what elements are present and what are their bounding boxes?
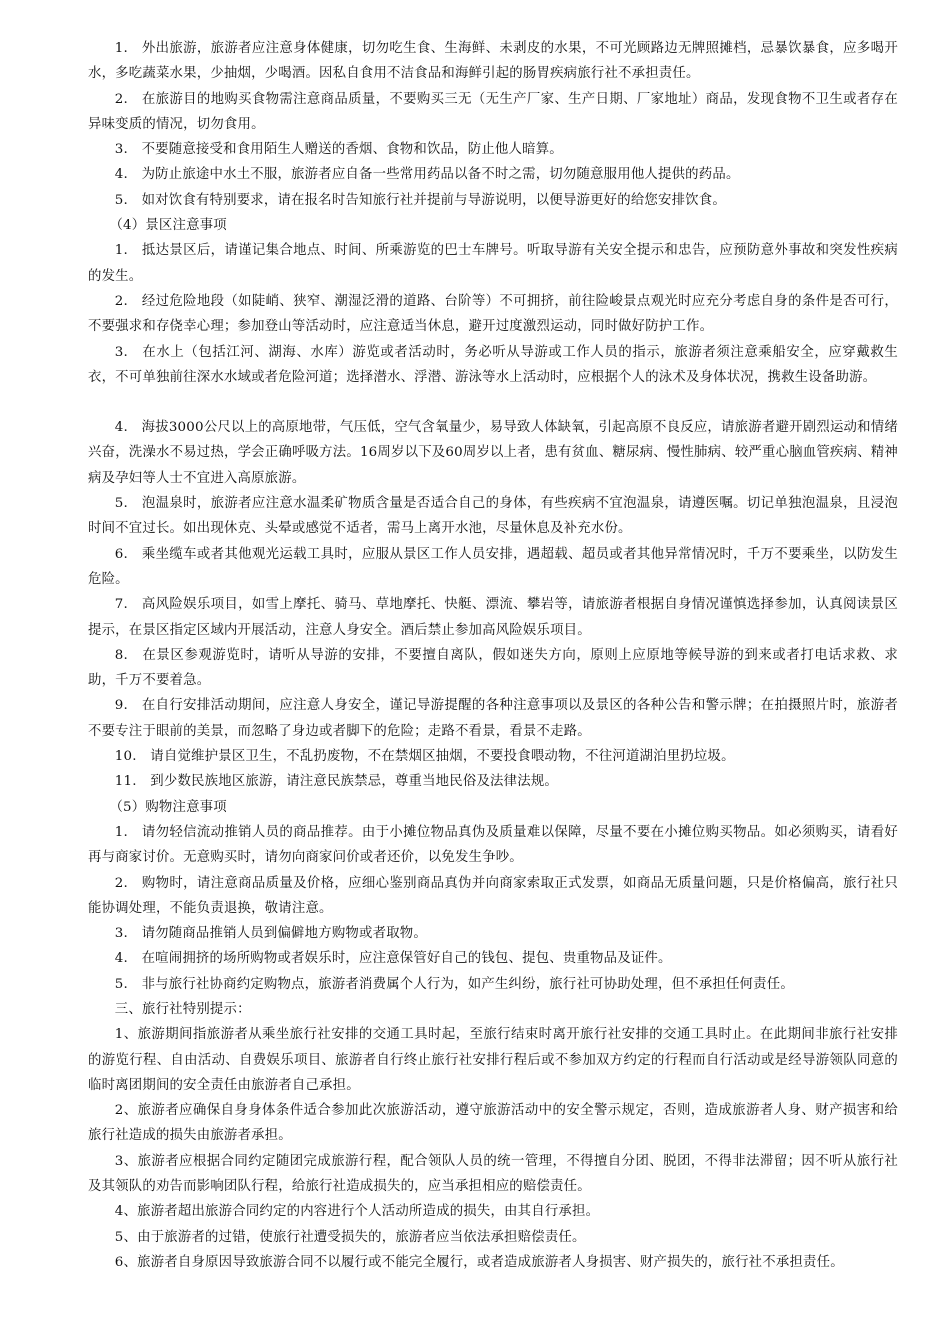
food-item-2: 2. 在旅游目的地购买食物需注意商品质量，不要购买三无（无生产厂家、生产日期、厂家地址）商品，发现食物不卫生或者存在异味变质的情况，切勿食用。	[88, 91, 898, 132]
agency-note-4: 4、旅游者超出旅游合同约定的内容进行个人活动所造成的损失，由其自行承担。	[114, 1204, 600, 1220]
agency-note-6: 6、旅游者自身原因导致旅游合同不以履行或不能完全履行，或者造成旅游者人身损害、财产损失的，旅行社不承担责任。	[114, 1254, 844, 1270]
scenic-item-10: 10. 请自觉维护景区卫生，不乱扔废物，不在禁烟区抽烟，不要投食喂动物，不往河道湖泊里扔垃圾。	[114, 749, 735, 765]
food-item-1: 1. 外出旅游，旅游者应注意身体健康，切勿吃生食、生海鲜、未剥皮的水果，不可光顾路边无牌照摊档，忌暴饮暴食，应多喝开水，多吃蔬菜水果，少抽烟，少喝酒。因私自食用不洁食品和海鲜引起的肠胃疾病旅行社不承担责任。	[88, 41, 898, 82]
food-item-3: 3. 不要随意接受和食用陌生人赠送的香烟、食物和饮品，防止他人暗算。	[114, 142, 563, 158]
agency-note-1: 1、旅游期间指旅游者从乘坐旅行社安排的交通工具时起，至旅行结束时离开旅行社安排的交通工具时止。在此期间非旅行社安排的游览行程、自由活动、自费娱乐项目、旅游者自行终止旅行社安排行程后或不参加双方约定的行程而自行活动或是经导游领队同意的临时离团期间的安全责任由旅游者自己承担。	[88, 1027, 898, 1093]
scenic-item-8: 8. 在景区参观游览时，请听从导游的安排，不要擅自离队，假如迷失方向，原则上应原地等候导游的到来或者打电话求救、求助，千万不要着急。	[88, 647, 898, 689]
scenic-item-5: 5. 泡温泉时，旅游者应注意水温柔矿物质含量是否适合自己的身体，有些疾病不宜泡温泉，请遵医嘱。切记单独泡温泉，且浸泡时间不宜过长。如出现休克、头晕或感觉不适者，需马上离开水池，尽量休息及补充水份。	[88, 496, 898, 537]
scenic-item-6: 6. 乘坐缆车或者其他观光运载工具时，应服从景区工作人员安排，遇超载、超员或者其他异常情况时，千万不要乘坐，以防发生危险。	[88, 546, 898, 587]
section-heading-scenic: （4）景区注意事项	[109, 218, 227, 234]
agency-note-2: 2、旅游者应确保自身身体条件适合参加此次旅游活动，遵守旅游活动中的安全警示规定，否则，造成旅游者人身、财产损害和给旅行社造成的损失由旅游者承担。	[88, 1103, 898, 1144]
scenic-item-9: 9. 在自行安排活动期间，应注意人身安全，谨记导游提醒的各种注意事项以及景区的各种公告和警示牌；在拍摄照片时，旅游者不要专注于眼前的美景，而忽略了身边或者脚下的危险；走路不看景，看景不走路。	[88, 698, 898, 739]
shopping-item-4: 4. 在喧闹拥挤的场所购物或者娱乐时，应注意保管好自己的钱包、提包、贵重物品及证件。	[114, 951, 672, 967]
scenic-item-1: 1. 抵达景区后，请谨记集合地点、时间、所乘游览的巴士车牌号。听取导游有关安全提示和忠告，应预防意外事故和突发性疾病的发生。	[88, 243, 898, 284]
document-body	[88, 36, 898, 1275]
shopping-item-3: 3. 请勿随商品推销人员到偏僻地方购物或者取物。	[114, 926, 427, 942]
agency-note-3: 3、旅游者应根据合同约定随团完成旅游行程，配合领队人员的统一管理，不得擅自分团、脱团，不得非法滞留；因不听从旅行社及其领队的劝告而影响团队行程，给旅行社造成损失的，应当承担相应的赔偿责任。	[88, 1153, 898, 1195]
agency-note-5: 5、由于旅游者的过错，使旅行社遭受损失的，旅游者应当依法承担赔偿责任。	[114, 1229, 586, 1245]
section-heading-agency-notes: 三、旅行社特别提示：	[114, 1001, 251, 1017]
shopping-item-1: 1. 请勿轻信流动推销人员的商品推荐。由于小摊位物品真伪及质量难以保障，尽量不要在小摊位购买物品。如必须购买，请看好再与商家讨价。无意购买时，请勿向商家问价或者还价，以免发生争吵。	[88, 824, 898, 866]
scenic-item-3: 3. 在水上（包括江河、湖海、水库）游览或者活动时，务必听从导游或工作人员的指示，旅游者须注意乘船安全，应穿戴救生衣，不可单独前往深水水域或者危险河道；选择潜水、浮潜、游泳等水上活动时，应根据个人的泳术及身体状况，携救生设备助游。	[88, 344, 898, 385]
shopping-item-2: 2. 购物时，请注意商品质量及价格，应细心鉴别商品真伪并向商家索取正式发票，如商品无质量问题，只是价格偏高，旅行社只能协调处理，不能负责退换，敬请注意。	[88, 875, 898, 916]
section-heading-shopping: （5）购物注意事项	[109, 799, 227, 815]
scenic-item-11: 11. 到少数民族地区旅游，请注意民族禁忌，尊重当地民俗及法律法规。	[114, 774, 558, 790]
food-item-4: 4. 为防止旅途中水土不服，旅游者应自备一些常用药品以备不时之需，切勿随意服用他人提供的药品。	[114, 167, 740, 183]
shopping-item-5: 5. 非与旅行社协商约定购物点，旅游者消费属个人行为，如产生纠纷，旅行社可协助处理，但不承担任何责任。	[114, 976, 794, 992]
food-item-5: 5. 如对饮食有特别要求，请在报名时告知旅行社并提前与导游说明，以便导游更好的给您安排饮食。	[114, 192, 726, 208]
scenic-item-4: 4. 海拔3000公尺以上的高原地带，气压低，空气含氧量少，易导致人体缺氧，引起高原不良反应，请旅游者避开剧烈运动和情绪兴奋，洗澡水不易过热，学会正确呼吸方法。16周岁以下及60周岁以上者，患有贫血、糖尿病、慢性肺病、较严重心脑血管疾病、精神病及孕妇等人士不宜进入高原旅游。	[88, 420, 898, 486]
scenic-item-2: 2. 经过危险地段（如陡峭、狭窄、潮湿泛滑的道路、台阶等）不可拥挤，前往险峻景点观光时应充分考虑自身的条件是否可行，不要强求和存侥幸心理；参加登山等活动时，应注意适当休息，避开过度激烈运动，同时做好防护工作。	[88, 293, 898, 335]
scenic-item-7: 7. 高风险娱乐项目，如雪上摩托、骑马、草地摩托、快艇、漂流、攀岩等，请旅游者根据自身情况谨慎选择参加，认真阅读景区提示，在景区指定区域内开展活动，注意人身安全。酒后禁止参加高风险娱乐项目。	[88, 597, 898, 638]
blank-line	[88, 390, 898, 415]
